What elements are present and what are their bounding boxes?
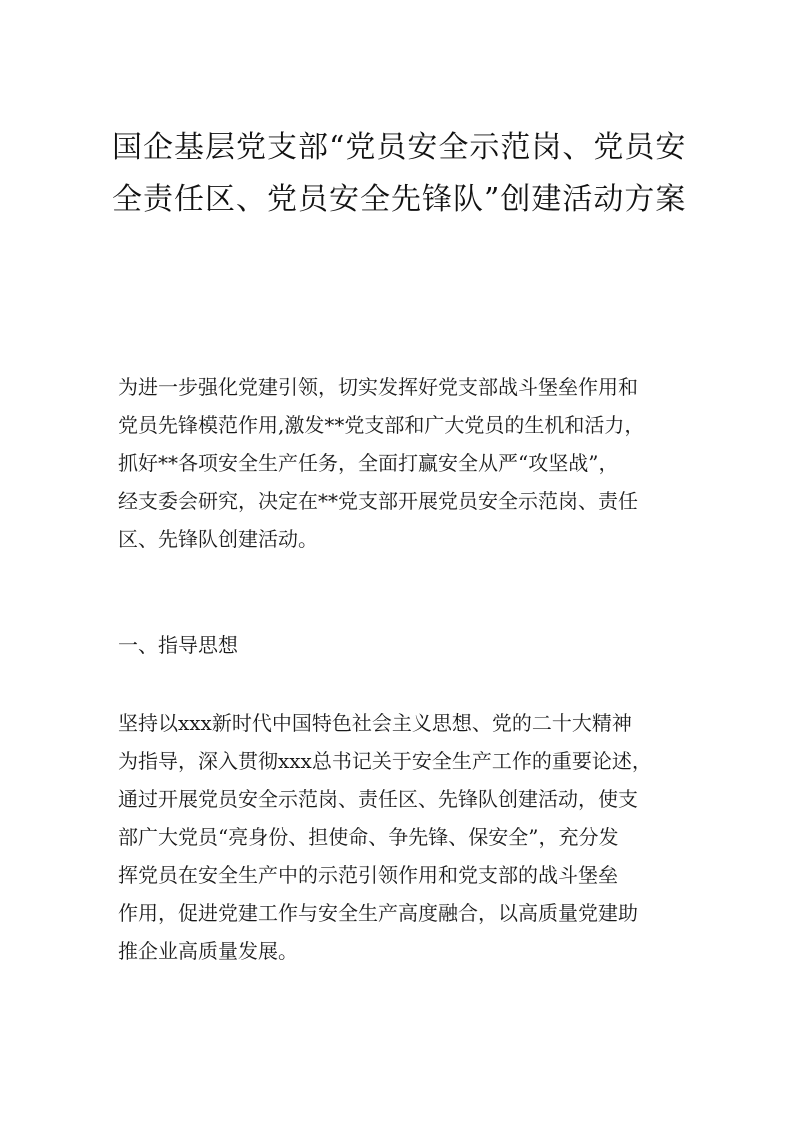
body-line: 通过开展党员安全示范岗、责任区、先锋队创建活动，使支 [118,787,638,811]
body-line: 推企业高质量发展。 [118,939,298,963]
body-line: 部广大党员“亮身份、担使命、争先锋、保安全”，充分发 [118,825,619,849]
body-line: 坚持以xxx新时代中国特色社会主义思想、党的二十大精神 [118,711,632,735]
body-line: 为指导，深入贯彻xxx总书记关于安全生产工作的重要论述， [118,749,652,773]
intro-line: 经支委会研究，决定在**党支部开展党员安全示范岗、责任 [118,489,638,513]
section-heading-text: 一、指导思想 [118,633,238,657]
section-heading-guiding-ideology [118,626,698,664]
body-line: 挥党员在安全生产中的示范引领作用和党支部的战斗堡垒 [118,863,618,887]
title-line: 国企基层党支部“党员安全示范岗、党员安 [112,130,687,165]
intro-line: 为进一步强化党建引领，切实发挥好党支部战斗堡垒作用和 [118,375,638,399]
body-line: 作用，促进党建工作与安全生产高度融合，以高质量党建助 [118,901,638,925]
intro-line: 党员先锋模范作用,激发**党支部和广大党员的生机和活力， [118,413,645,437]
document-title [112,122,692,226]
title-line: 全责任区、党员安全先锋队”创建活动方案 [112,182,687,217]
intro-line: 抓好**各项安全生产任务，全面打赢安全从严“攻坚战”， [118,451,619,475]
guiding-ideology-paragraph [118,704,698,970]
intro-line: 区、先锋队创建活动。 [118,527,318,551]
intro-paragraph [118,368,698,558]
